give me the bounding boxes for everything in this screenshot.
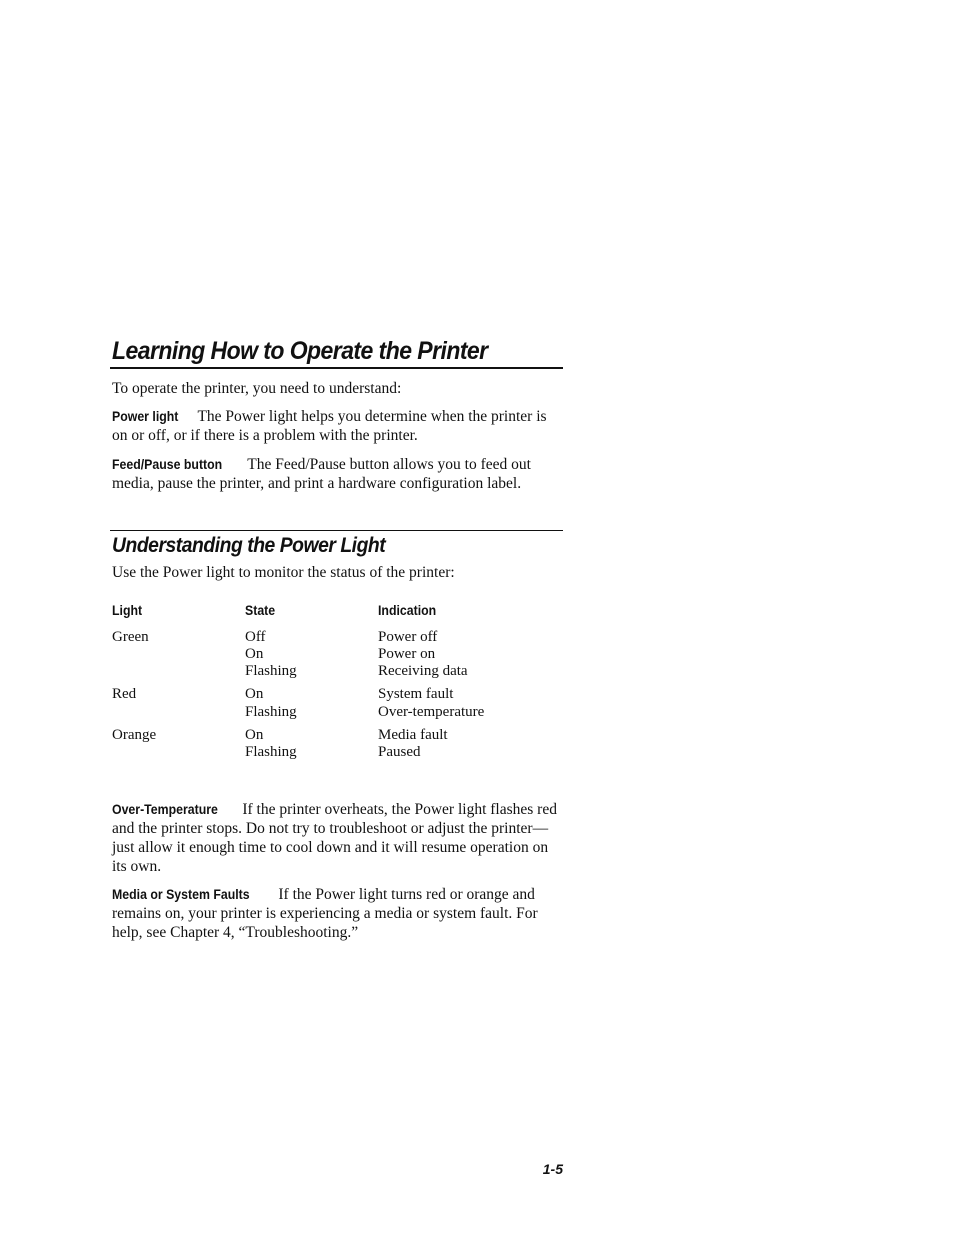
- note-over-temperature: [112, 800, 563, 876]
- table-cell-light: Orange: [112, 727, 157, 743]
- table-cell-state: On: [245, 727, 264, 743]
- table-header-indication: Indication: [378, 602, 437, 618]
- table-cell-light: Red: [112, 686, 137, 702]
- section-body: [112, 379, 563, 493]
- page-number: 1-5: [542, 1161, 563, 1177]
- subsection-title: Understanding the Power Light: [112, 534, 386, 557]
- table-cell-state: Flashing: [245, 704, 297, 720]
- item-feed-pause-button: [112, 455, 563, 493]
- table-cell-indication: Over-temperature: [378, 704, 485, 720]
- item-power-light: [112, 407, 563, 445]
- table-header-state: State: [245, 602, 276, 618]
- note-media-system-faults: [112, 885, 563, 942]
- table-cell-state: Flashing: [245, 744, 297, 760]
- table-cell-indication: Receiving data: [378, 663, 468, 679]
- item-lead: Feed/Pause button: [112, 456, 223, 472]
- table-cell-indication: Media fault: [378, 727, 448, 743]
- note-text: If the Power light turns red or orange and remains on, your printer is experiencing a media or system fault. For help, see Chapter 4, “Troubleshooting.”: [112, 886, 538, 941]
- table-cell-state: Off: [245, 629, 266, 645]
- item-text: The Power light helps you determine when the printer is on or off, or if there is a problem with the printer.: [112, 408, 547, 444]
- note-lead: Media or System Faults: [112, 886, 250, 902]
- table-cell-state: On: [245, 686, 264, 702]
- table-cell-state: On: [245, 646, 264, 662]
- subsection-intro-wrap: [112, 563, 563, 582]
- note-text: If the printer overheats, the Power light flashes red and the printer stops. Do not try to troubleshoot or adjust the printer—just allow it enough time to cool down and it will resume operation on its own.: [112, 801, 557, 875]
- item-text: The Feed/Pause button allows you to feed out media, pause the printer, and print a hardware configuration label.: [112, 456, 531, 492]
- table-cell-indication: System fault: [378, 686, 454, 702]
- notes-body: [112, 800, 563, 942]
- table-cell-indication: Power off: [378, 629, 438, 645]
- item-lead: Power light: [112, 408, 179, 424]
- page-title: Learning How to Operate the Printer: [112, 337, 488, 365]
- table-cell-indication: Power on: [378, 646, 436, 662]
- section-intro: To operate the printer, you need to understand:: [112, 380, 402, 397]
- table-cell-indication: Paused: [378, 744, 421, 760]
- table-header-light: Light: [112, 602, 143, 618]
- note-lead: Over-Temperature: [112, 801, 218, 817]
- subsection-intro: Use the Power light to monitor the status of the printer:: [112, 564, 455, 581]
- table-cell-state: Flashing: [245, 663, 297, 679]
- subsection-rule: [110, 530, 563, 531]
- title-rule: [110, 367, 563, 369]
- table-cell-light: Green: [112, 629, 149, 645]
